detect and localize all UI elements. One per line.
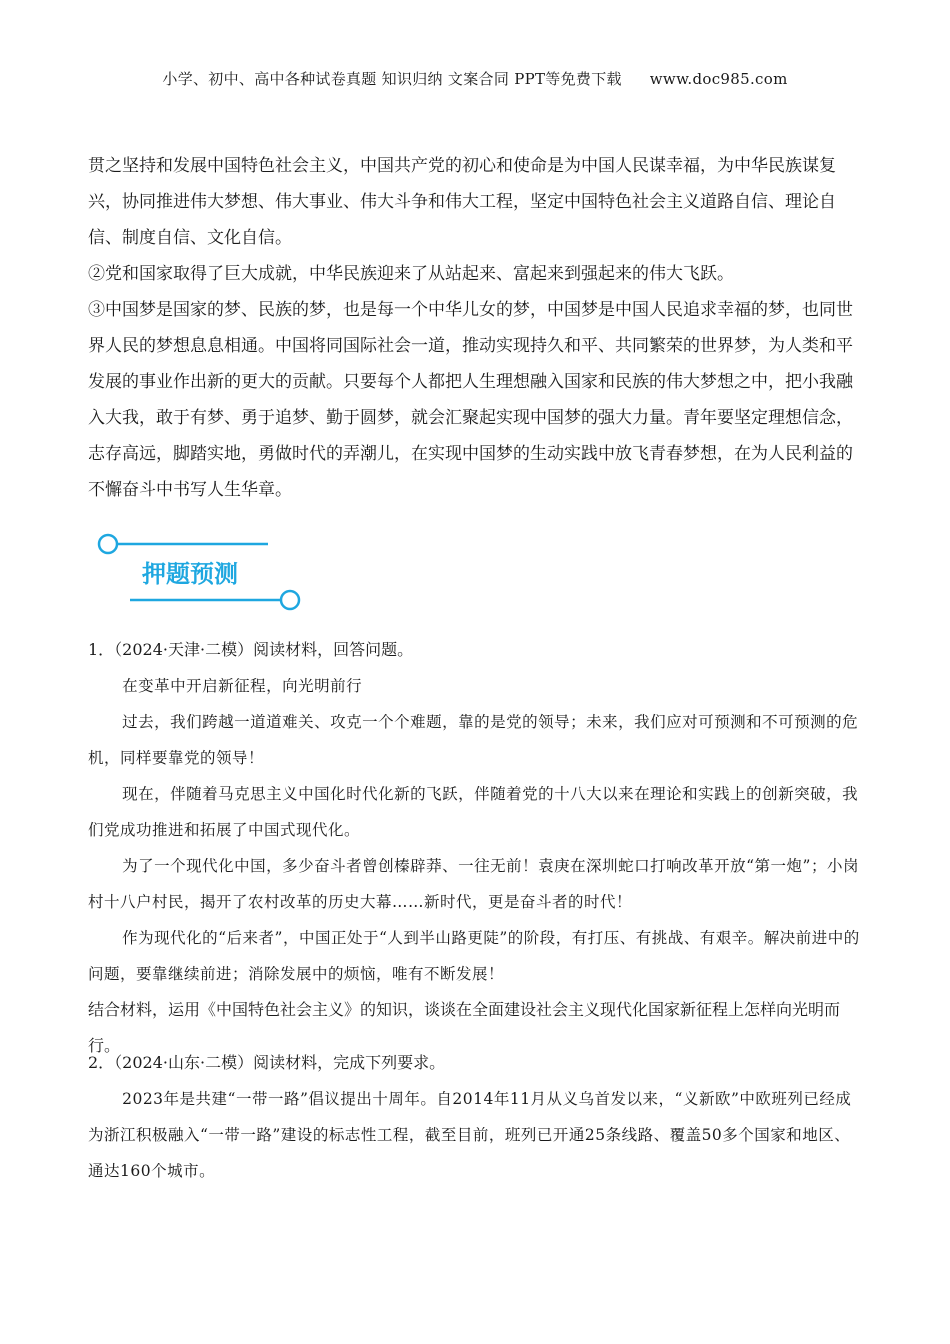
header-site-link[interactable]: www.doc985.com (649, 70, 788, 88)
badge-circle-left (99, 535, 117, 553)
section-badge (96, 530, 306, 616)
question-1-ask: 结合材料，运用《中国特色社会主义》的知识，谈谈在全面建设社会主义现代化国家新征程上怎样向光明而行。 (88, 1000, 841, 1055)
intro-section (88, 148, 866, 508)
badge-circle-right (281, 591, 299, 609)
intro-paragraph-1: 贯之坚持和发展中国特色社会主义，中国共产党的初心和使命是为中国人民谋幸福，为中华民族谋复兴，协同推进伟大梦想、伟大事业、伟大斗争和伟大工程，坚定中国特色社会主义道路自信、理论自信、制度自信、文化自信。 (88, 156, 836, 248)
question-1-material-title: 在变革中开启新征程，向光明前行 (122, 677, 363, 695)
section-badge-graphic (96, 530, 306, 616)
question-1-material-para: 过去，我们跨越一道道难关、攻克一个个难题，靠的是党的领导；未来，我们应对可预测和不可预测的危机，同样要靠党的领导！ (88, 713, 859, 767)
page-header (0, 68, 950, 89)
question-2 (88, 1045, 866, 1189)
question-1-material-para: 现在，伴随着马克思主义中国化时代化新的飞跃，伴随着党的十八大以来在理论和实践上的创新突破，我们党成功推进和拓展了中国式现代化。 (88, 785, 859, 839)
question-1-material-para: 作为现代化的“后来者”，中国正处于“人到半山路更陡”的阶段，有打压、有挑战、有艰辛。解决前进中的问题，要靠继续前进；消除发展中的烦恼，唯有不断发展！ (88, 929, 860, 983)
question-1-material-para: 为了一个现代化中国，多少奋斗者曾创榛辟莽、一往无前！袁庚在深圳蛇口打响改革开放“第一炮”；小岗村十八户村民，揭开了农村改革的历史大幕……新时代，更是奋斗者的时代！ (88, 857, 859, 911)
header-text: 小学、初中、高中各种试卷真题 知识归纳 文案合同 PPT等免费下载 (162, 70, 622, 88)
question-2-stem: 2．（2024·山东·二模）阅读材料，完成下列要求。 (88, 1053, 446, 1072)
section-badge-label: 押题预测 (142, 560, 238, 588)
question-1 (88, 632, 866, 1064)
intro-paragraph-2: ②党和国家取得了巨大成就，中华民族迎来了从站起来、富起来到强起来的伟大飞跃。 (88, 264, 734, 284)
question-2-material: 2023年是共建“一带一路”倡议提出十周年。自2014年11月从义乌首发以来，“义新欧”中欧班列已经成为浙江积极融入“一带一路”建设的标志性工程，截至目前，班列已开通25条线路、覆盖50多个国家和地区、通达160个城市。 (88, 1090, 852, 1180)
question-1-stem: 1．（2024·天津·二模）阅读材料，回答问题。 (88, 640, 414, 659)
intro-paragraph-3: ③中国梦是国家的梦、民族的梦，也是每一个中华儿女的梦，中国梦是中国人民追求幸福的梦，也同世界人民的梦想息息相通。中国将同国际社会一道，推动实现持久和平、共同繁荣的世界梦，为人类和平发展的事业作出新的更大的贡献。只要每个人都把人生理想融入国家和民族的伟大梦想之中，把小我融入大我，敢于有梦、勇于追梦、勤于圆梦，就会汇聚起实现中国梦的强大力量。青年要坚定理想信念，志存高远，脚踏实地，勇做时代的弄潮儿，在实现中国梦的生动实践中放飞青春梦想，在为人民利益的不懈奋斗中书写人生华章。 (88, 300, 853, 500)
